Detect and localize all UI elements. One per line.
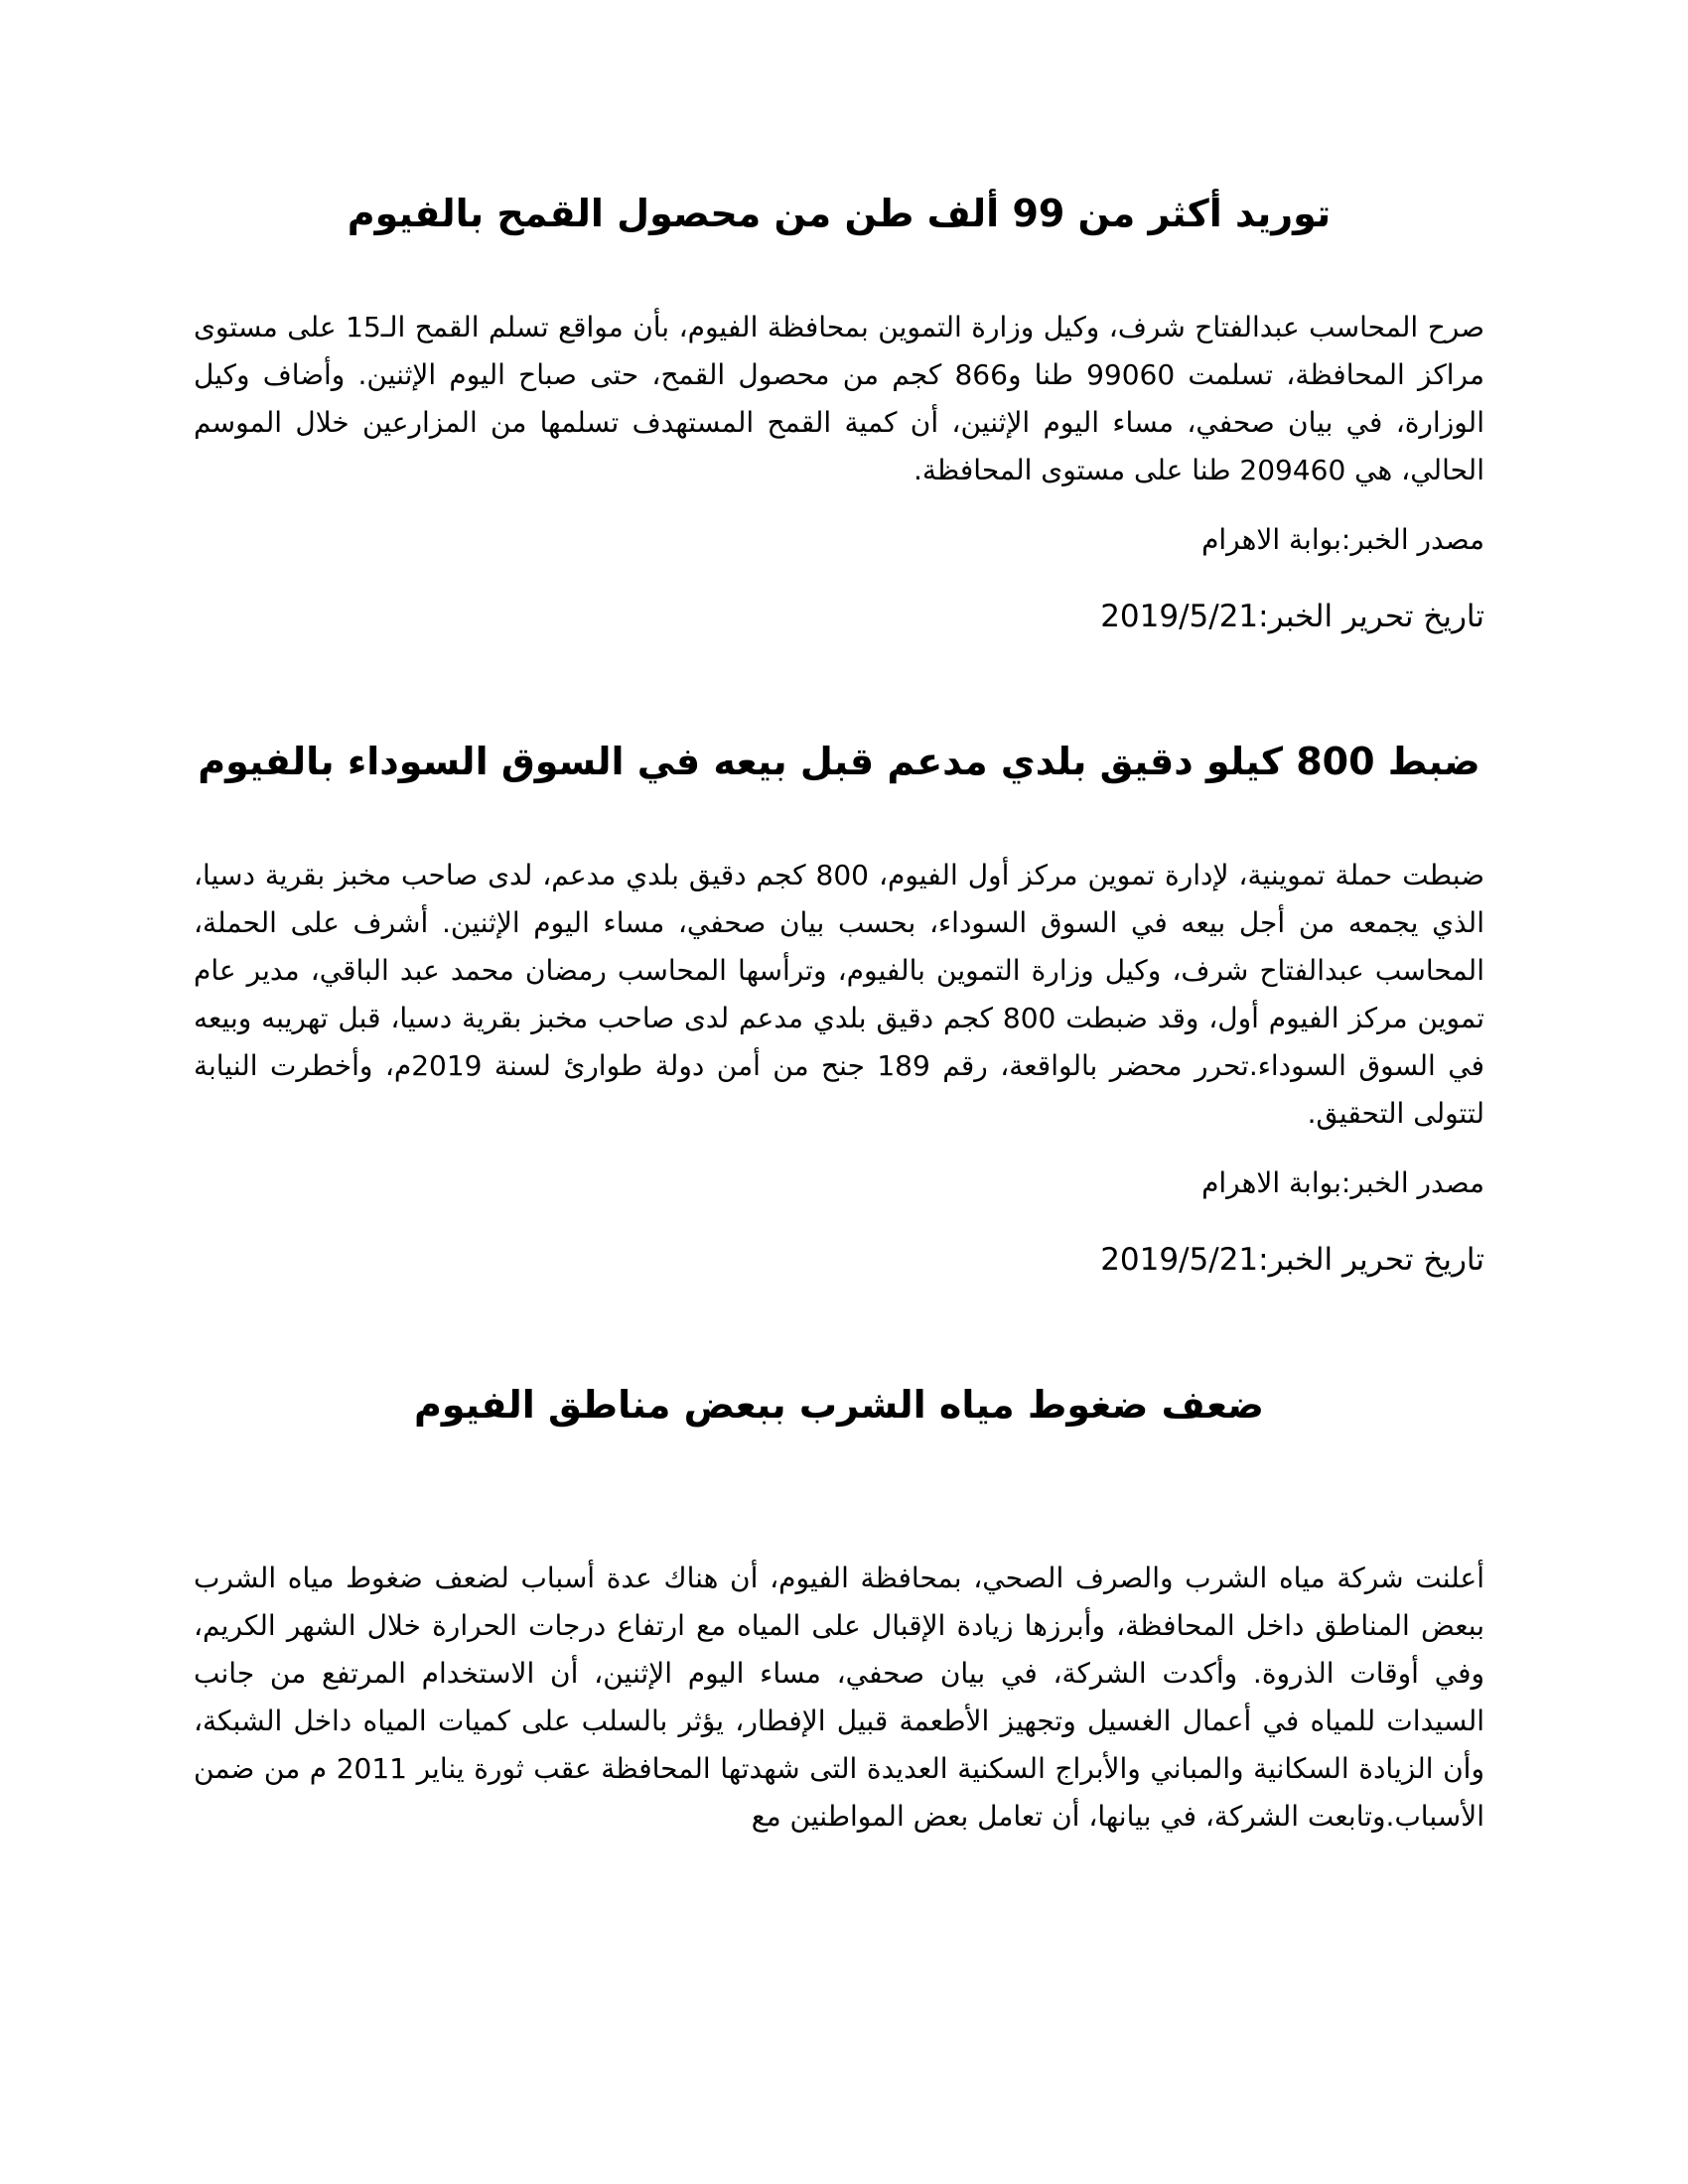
article-body: صرح المحاسب عبدالفتاح شرف، وكيل وزارة التموين بمحافظة الفيوم، بأن مواقع تسلم القمح الـ15 على مستوى مراكز المحافظة، تسلمت 99060 طنا و866 كجم من محصول القمح، حتى صباح اليوم الإثنين. وأضاف وكيل الوزارة، في بيان صحفي، مساء اليوم الإثنين، أن كمية القمح المستهدف تسلمها من المزارعين خلال الموسم الحالي، هي 209460 طنا على مستوى المحافظة. — [194, 311, 1485, 486]
article-title: ضبط 800 كيلو دقيق بلدي مدعم قبل بيعه في السوق السوداء بالفيوم — [198, 740, 1480, 783]
document-page — [194, 189, 1484, 1841]
edit-date: تاريخ تحرير الخبر:2019/5/21 — [1100, 1242, 1484, 1278]
article-water-pressure — [194, 1380, 1484, 1841]
article-flour-seizure — [194, 737, 1484, 1281]
article-wheat-supply — [194, 189, 1484, 637]
article-title: ضعف ضغوط مياه الشرب ببعض مناطق الفيوم — [413, 1383, 1265, 1427]
news-source: مصدر الخبر:بوابة الاهرام — [1201, 1166, 1484, 1199]
article-title: توريد أكثر من 99 ألف طن من محصول القمح بالفيوم — [347, 192, 1332, 235]
article-body: ضبطت حملة تموينية، لإدارة تموين مركز أول الفيوم، 800 كجم دقيق بلدي مدعم، لدى صاحب مخبز بقرية دسيا، الذي يجمعه من أجل بيعه في السوق السوداء، بحسب بيان صحفي، مساء اليوم الإثنين. أشرف على الحملة، المحاسب عبدالفتاح شرف، وكيل وزارة التموين بالفيوم، وترأسها المحاسب رمضان محمد عبد الباقي، مدير عام تموين مركز الفيوم أول، وقد ضبطت 800 كجم دقيق بلدي مدعم لدى صاحب مخبز بقرية دسيا، قبل تهريبه وبيعه في السوق السوداء.تحرر محضر بالواقعة، رقم 189 جنح من أمن دولة طوارئ لسنة 2019م، وأخطرت النيابة لتتولى التحقيق. — [194, 859, 1485, 1130]
edit-date: تاريخ تحرير الخبر:2019/5/21 — [1100, 599, 1484, 634]
article-body: أعلنت شركة مياه الشرب والصرف الصحي، بمحافظة الفيوم، أن هناك عدة أسباب لضعف ضغوط مياه الشرب ببعض المناطق داخل المحافظة، وأبرزها زيادة الإقبال على المياه مع ارتفاع درجات الحرارة خلال الشهر الكريم، وفي أوقات الذروة. وأكدت الشركة، في بيان صحفي، مساء اليوم الإثنين، أن الاستخدام المرتفع من جانب السيدات للمياه في أعمال الغسيل وتجهيز الأطعمة قبيل الإفطار، يؤثر بالسلب على كميات المياه داخل الشبكة، وأن الزيادة السكانية والمباني والأبراج السكنية العديدة التى شهدتها المحافظة عقب ثورة يناير 2011 م من ضمن الأسباب.وتابعت الشركة، في بيانها، أن تعامل بعض المواطنين مع — [194, 1562, 1484, 1833]
news-source: مصدر الخبر:بوابة الاهرام — [1201, 523, 1484, 556]
